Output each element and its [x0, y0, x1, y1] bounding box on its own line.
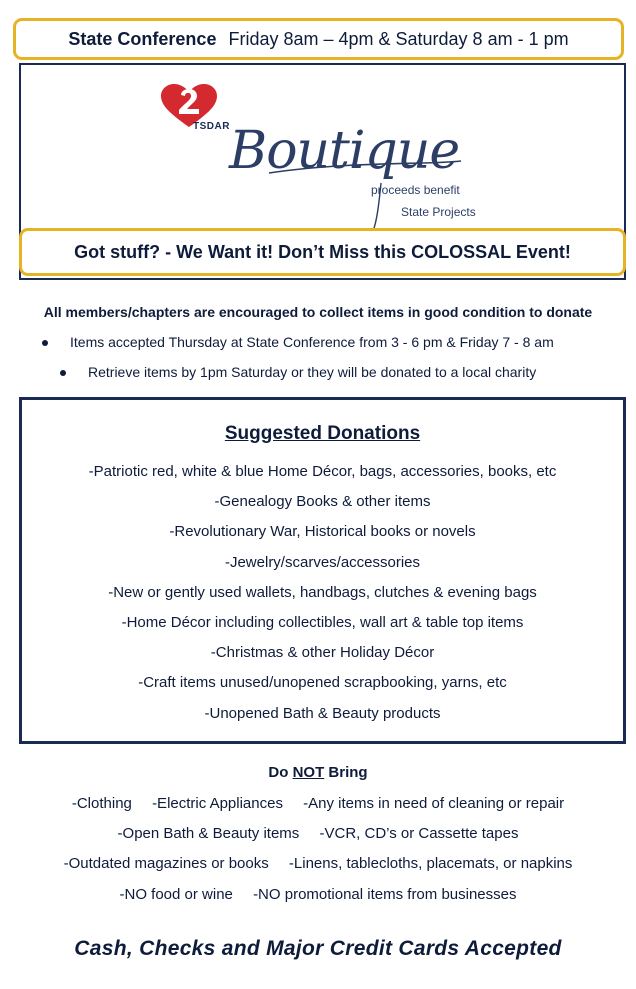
- list-item: -Patriotic red, white & blue Home Décor, bags, accessories, books, etc: [88, 463, 557, 480]
- do-not-bring-title-post: Bring: [324, 764, 368, 781]
- intro-text: All members/chapters are encouraged to collect items in good condition to donate: [43, 304, 593, 320]
- event-banner: Got stuff? - We Want it! Don’t Miss this COLOSSAL Event!: [19, 228, 626, 276]
- do-not-bring-item: -VCR, CD’s or Cassette tapes: [319, 825, 519, 842]
- boutique-wordmark: Boutique: [229, 121, 460, 181]
- do-not-bring-title: [0, 764, 636, 781]
- payment-footer: Cash, Checks and Major Credit Cards Accepted: [74, 937, 562, 960]
- do-not-bring-row: [0, 825, 636, 842]
- do-not-bring-item: -Outdated magazines or books: [63, 855, 269, 872]
- do-not-bring-row: [0, 886, 636, 903]
- state-projects-text: State Projects: [401, 205, 476, 219]
- bullet-item: [42, 334, 554, 350]
- do-not-bring-item: -Open Bath & Beauty items: [117, 825, 300, 842]
- list-item: -Home Décor including collectibles, wall art & table top items: [121, 613, 524, 631]
- list-item: -Jewelry/scarves/accessories: [224, 553, 421, 571]
- proceeds-benefit-text: proceeds benefit: [371, 183, 460, 197]
- do-not-bring-item: -NO promotional items from businesses: [253, 886, 517, 903]
- suggested-donations-title: Suggested Donations: [224, 423, 421, 444]
- bullet-text: Items accepted Thursday at State Conference from 3 - 6 pm & Friday 7 - 8 am: [70, 334, 554, 350]
- do-not-bring-item: -Any items in need of cleaning or repair: [303, 795, 565, 812]
- conference-hours: Friday 8am – 4pm & Saturday 8 am - 1 pm: [228, 28, 569, 49]
- suggested-donations-list: [22, 457, 623, 729]
- bullet-item: [60, 364, 536, 380]
- list-item: -Christmas & other Holiday Décor: [210, 644, 435, 662]
- bullet-icon: [60, 370, 66, 376]
- conference-hours-banner: [13, 18, 624, 60]
- do-not-bring-row: [0, 795, 636, 812]
- do-not-bring-item: -NO food or wine: [119, 886, 233, 903]
- do-not-bring-item: -Electric Appliances: [152, 795, 283, 812]
- list-item: -Craft items unused/unopened scrapbooking, yarns, etc: [138, 674, 507, 692]
- do-not-bring-title-pre: Do: [268, 764, 293, 781]
- do-not-bring-row: [0, 855, 636, 872]
- list-item: -Revolutionary War, Historical books or novels: [169, 523, 476, 541]
- do-not-bring-item: -Clothing: [71, 795, 132, 812]
- list-item: -New or gently used wallets, handbags, clutches & evening bags: [108, 583, 537, 601]
- do-not-bring-item: -Linens, tablecloths, placemats, or napkins: [288, 855, 573, 872]
- tsdar-wordmark: TSDAR: [193, 121, 230, 132]
- list-item: -Genealogy Books & other items: [214, 493, 431, 511]
- conference-label: State Conference: [68, 28, 217, 49]
- list-item: -Unopened Bath & Beauty products: [204, 704, 441, 722]
- suggested-donations-panel: [19, 397, 626, 744]
- do-not-bring-title-not: NOT: [292, 764, 325, 781]
- bullet-icon: [42, 340, 48, 346]
- bullet-text: Retrieve items by 1pm Saturday or they will be donated to a local charity: [88, 364, 537, 380]
